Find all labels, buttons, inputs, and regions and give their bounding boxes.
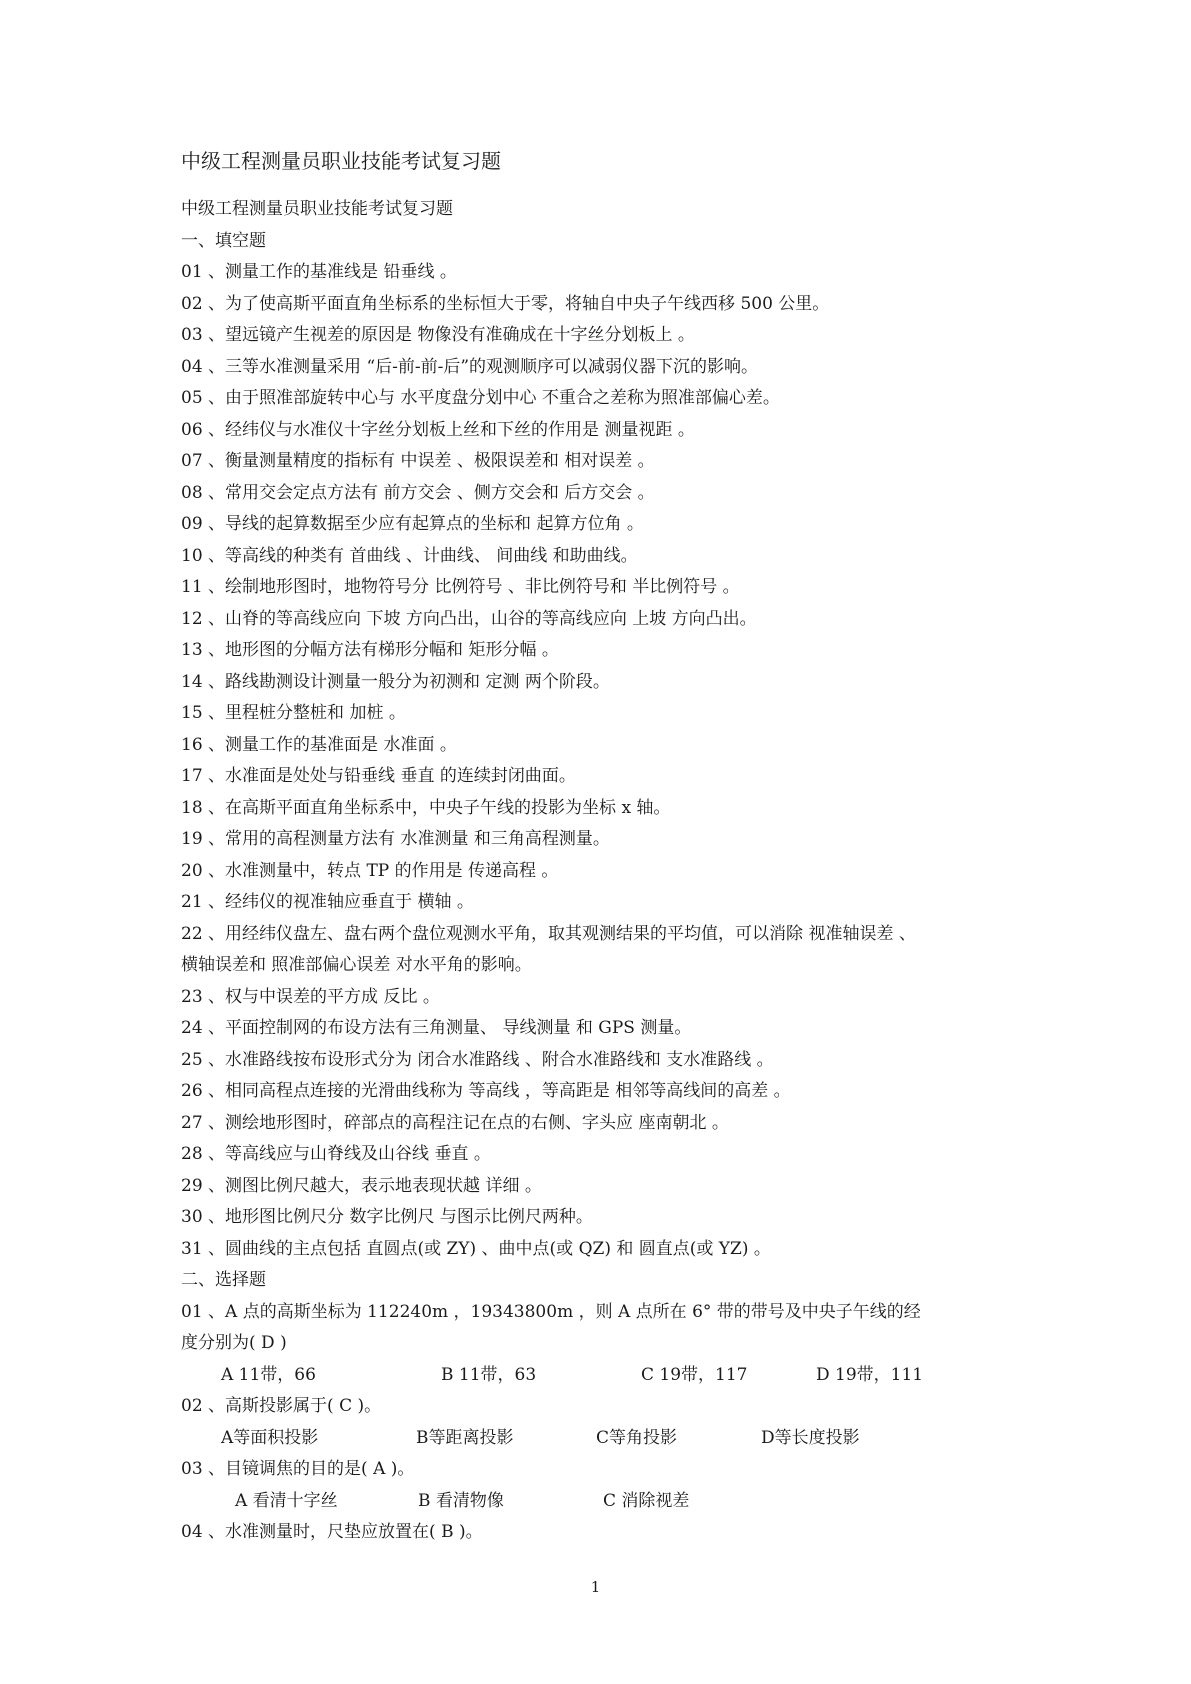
fill-question: 21 、经纬仪的视准轴应垂直于 横轴 。: [181, 892, 474, 912]
fill-question: 14 、路线勘测设计测量一般分为初测和 定测 两个阶段。: [181, 671, 610, 692]
choice-question-3-options: [181, 1486, 1021, 1518]
choice-question-1-line-1: 01 、A 点的高斯坐标为 112240m ，19343800m ，则 A 点所在 6° 带的带号及中央子午线的经: [181, 1301, 921, 1322]
fill-question-22-line-1: 22 、用经纬仪盘左、盘右两个盘位观测水平角，取其观测结果的平均值，可以消除 视准轴误差 、: [181, 923, 916, 944]
fill-question: 09 、导线的起算数据至少应有起算点的坐标和 起算方位角 。: [181, 514, 644, 534]
fill-question: 18 、在高斯平面直角坐标系中，中央子午线的投影为坐标 x 轴。: [181, 797, 671, 818]
fill-question: 12 、山脊的等高线应向 下坡 方向凸出，山谷的等高线应向 上坡 方向凸出。: [181, 608, 757, 629]
choice-question-1-options: [181, 1360, 1021, 1392]
fill-question: 26 、相同高程点连接的光滑曲线称为 等高线 ，等高距是 相邻等高线间的高差 。: [181, 1081, 791, 1101]
fill-question: 02 、为了使高斯平面直角坐标系的坐标恒大于零，将轴自中央子午线西移 500 公里。: [181, 293, 830, 314]
option-a: A 11带，66: [221, 1364, 316, 1385]
option-c: C 19带，117: [641, 1364, 748, 1385]
choice-question-2-options: [181, 1423, 1021, 1455]
fill-question: 13 、地形图的分幅方法有梯形分幅和 矩形分幅 。: [181, 640, 559, 660]
option-c: C等角投影: [596, 1427, 678, 1448]
fill-question: 30 、地形图比例尺分 数字比例尺 与图示比例尺两种。: [181, 1207, 593, 1227]
option-d: D 19带，111: [816, 1364, 924, 1385]
fill-question: 10 、等高线的种类有 首曲线 、计曲线、 间曲线 和助曲线。: [181, 545, 638, 566]
fill-question: 19 、常用的高程测量方法有 水准测量 和三角高程测量。: [181, 829, 610, 849]
fill-question: 28 、等高线应与山脊线及山谷线 垂直 。: [181, 1144, 491, 1164]
fill-question: 01 、测量工作的基准线是 铅垂线 。: [181, 262, 457, 282]
option-b: B 看清物像: [418, 1490, 504, 1511]
option-c: C 消除视差: [603, 1490, 690, 1511]
fill-question: 08 、常用交会定点方法有 前方交会 、侧方交会和 后方交会 。: [181, 482, 655, 503]
fill-question: 23 、权与中误差的平方成 反比 。: [181, 986, 440, 1007]
section-heading-choice: 二、选择题: [181, 1270, 266, 1290]
fill-question: 24 、平面控制网的布设方法有三角测量、 导线测量 和 GPS 测量。: [181, 1018, 692, 1038]
fill-question-22-line-2: 横轴误差和 照准部偏心误差 对水平角的影响。: [181, 955, 532, 975]
fill-question: 20 、水准测量中，转点 TP 的作用是 传递高程 。: [181, 860, 559, 881]
document-body: [181, 194, 1021, 1549]
fill-question: 15 、里程桩分整桩和 加桩 。: [181, 703, 406, 723]
fill-question: 16 、测量工作的基准面是 水准面 。: [181, 734, 457, 755]
page-number: 1: [590, 1578, 601, 1596]
fill-question: 17 、水准面是处处与铅垂线 垂直 的连续封闭曲面。: [181, 766, 576, 786]
fill-question: 03 、望远镜产生视差的原因是 物像没有准确成在十字丝分划板上 。: [181, 325, 695, 345]
fill-question: 05 、由于照准部旋转中心与 水平度盘分划中心 不重合之差称为照准部偏心差。: [181, 388, 780, 408]
fill-question: 29 、测图比例尺越大，表示地表现状越 详细 。: [181, 1175, 542, 1196]
choice-question-1-line-2: 度分别为( D ): [181, 1333, 287, 1353]
option-d: D等长度投影: [761, 1427, 860, 1448]
choice-question-3: 03 、目镜调焦的目的是( A )。: [181, 1459, 415, 1479]
fill-question: 27 、测绘地形图时，碎部点的高程注记在点的右侧、字头应 座南朝北 。: [181, 1112, 729, 1133]
option-b: B 11带，63: [441, 1364, 537, 1385]
option-b: B等距离投影: [416, 1427, 514, 1448]
fill-question: 06 、经纬仪与水准仪十字丝分划板上丝和下丝的作用是 测量视距 。: [181, 419, 695, 440]
fill-question: 07 、衡量测量精度的指标有 中误差 、极限误差和 相对误差 。: [181, 451, 655, 471]
option-a: A等面积投影: [221, 1427, 319, 1448]
fill-question: 31 、圆曲线的主点包括 直圆点(或 ZY) 、曲中点(或 QZ) 和 圆直点(或 YZ) 。: [181, 1238, 771, 1259]
document-subtitle: 中级工程测量员职业技能考试复习题: [181, 199, 453, 219]
section-heading-fill: 一、填空题: [181, 230, 266, 251]
option-a: A 看清十字丝: [235, 1490, 338, 1511]
choice-question-2: 02 、高斯投影属于( C )。: [181, 1396, 382, 1416]
document-title: 中级工程测量员职业技能考试复习题: [181, 149, 501, 173]
fill-question: 25 、水准路线按布设形式分为 闭合水准路线 、附合水准路线和 支水准路线 。: [181, 1049, 774, 1070]
choice-question-4: 04 、水准测量时，尺垫应放置在( B )。: [181, 1522, 483, 1542]
fill-question: 04 、三等水准测量采用 “后-前-前-后”的观测顺序可以减弱仪器下沉的影响。: [181, 356, 759, 377]
fill-question: 11 、绘制地形图时，地物符号分 比例符号 、非比例符号和 半比例符号 。: [181, 577, 740, 597]
